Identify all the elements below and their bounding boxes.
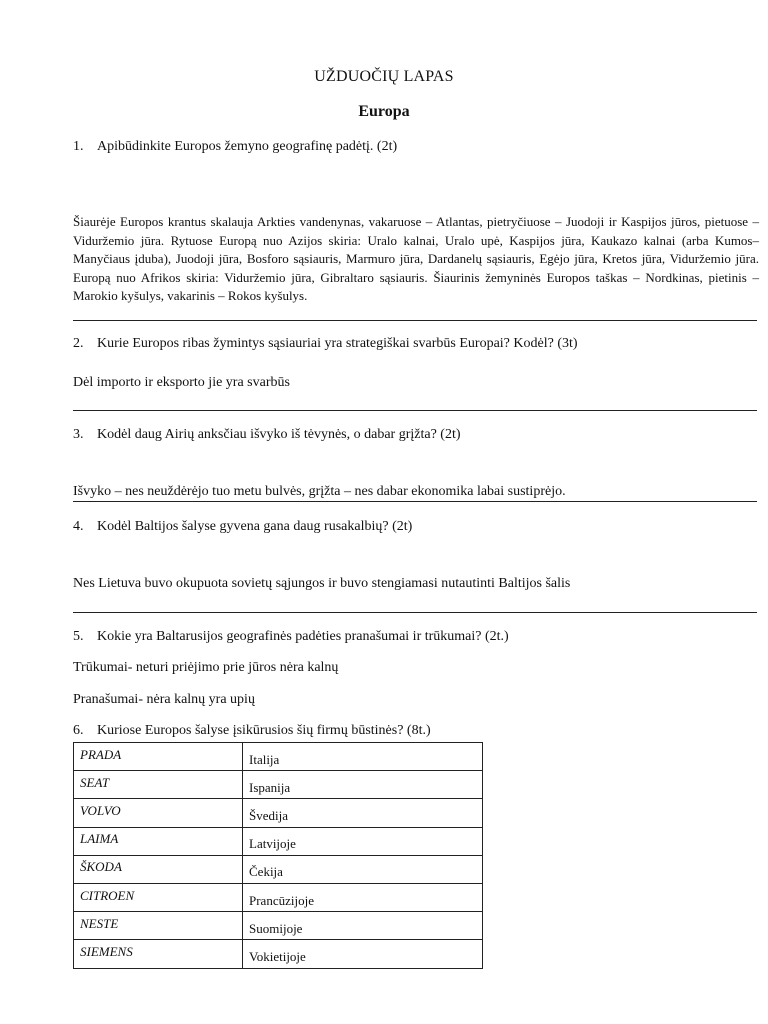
question-3 xyxy=(73,427,461,443)
answer-5-cons: Trūkumai- neturi priėjimo prie jūros nėra kalnų xyxy=(73,660,339,675)
brand-cell: PRADA xyxy=(74,743,243,771)
question-1 xyxy=(73,139,397,155)
brand-cell: CITROEN xyxy=(74,883,243,911)
table-row xyxy=(74,883,483,911)
answer-1: Šiaurėje Europos krantus skalauja Arkties vandenynas, vakaruose – Atlantas, pietryčiuose – Juodoji ir Kaspijos jūros, pietuose – Viduržemio jūra. Rytuose Europą nuo Azijos skiria: Uralo kalnai, Uralo upė, Kaspijos jūra, Kaukazo kalnai (arba Kumos–Manyčiaus įduba), Juodoji jūra, Bosforo sąsiauris, Marmuro jūra, Dardanelų sąsiauris, Egėjo jūra, Kretos jūra, Viduržemio jūra. Europą nuo Afrikos skiria: Viduržemio jūra, Gibraltaro sąsiauris. Šiaurinis žemyninės Europos taškas – Nordkinas, pietinis – Marokio kyšulys, vakarinis – Rokos kyšulys. xyxy=(73,214,759,303)
answer-3: Išvyko – nes neuždėrėjo tuo metu bulvės, grįžta – nes dabar ekonomika labai sustiprėjo. xyxy=(73,484,566,499)
country-cell: Ispanija xyxy=(243,771,483,799)
question-text: Kodėl daug Airių anksčiau išvyko iš tėvynės, o dabar grįžta? (2t) xyxy=(97,427,461,442)
answer-rule xyxy=(73,320,757,321)
question-number: 4. xyxy=(73,519,84,534)
question-number: 3. xyxy=(73,427,84,442)
country-cell: Latvijoje xyxy=(243,827,483,855)
question-2 xyxy=(73,336,578,352)
table-row xyxy=(74,912,483,940)
country-cell: Vokietijoje xyxy=(243,940,483,968)
page-subtitle: Europa xyxy=(358,103,410,120)
table-row xyxy=(74,827,483,855)
answer-5-pros: Pranašumai- nėra kalnų yra upių xyxy=(73,692,255,707)
table-row xyxy=(74,771,483,799)
table-row xyxy=(74,855,483,883)
country-cell: Suomijoje xyxy=(243,912,483,940)
question-5 xyxy=(73,629,509,645)
answer-rule xyxy=(73,410,757,411)
country-cell: Švedija xyxy=(243,799,483,827)
answer-rule xyxy=(73,501,757,502)
question-text: Kokie yra Baltarusijos geografinės padėties pranašumai ir trūkumai? (2t.) xyxy=(97,629,509,644)
answer-2: Dėl importo ir eksporto jie yra svarbūs xyxy=(73,375,290,390)
question-number: 1. xyxy=(73,139,84,154)
question-text: Apibūdinkite Europos žemyno geografinę padėtį. (2t) xyxy=(97,139,398,154)
firms-table xyxy=(73,742,483,969)
table-row xyxy=(74,743,483,771)
brand-cell: LAIMA xyxy=(74,827,243,855)
brand-cell: SIEMENS xyxy=(74,940,243,968)
brand-cell: ŠKODA xyxy=(74,855,243,883)
question-number: 6. xyxy=(73,723,84,738)
question-text: Kodėl Baltijos šalyse gyvena gana daug rusakalbių? (2t) xyxy=(97,519,413,534)
table-row xyxy=(74,799,483,827)
brand-cell: NESTE xyxy=(74,912,243,940)
question-4 xyxy=(73,519,412,535)
page-title: UŽDUOČIŲ LAPAS xyxy=(314,68,454,85)
country-cell: Čekija xyxy=(243,855,483,883)
table-row xyxy=(74,940,483,968)
answer-4: Nes Lietuva buvo okupuota sovietų sąjungos ir buvo stengiamasi nutautinti Baltijos šalis xyxy=(73,576,571,591)
country-cell: Prancūzijoje xyxy=(243,883,483,911)
question-text: Kurie Europos ribas žymintys sąsiauriai yra strategiškai svarbūs Europai? Kodėl? (3t) xyxy=(97,336,578,351)
question-number: 5. xyxy=(73,629,84,644)
question-6 xyxy=(73,723,431,739)
answer-rule xyxy=(73,612,757,613)
brand-cell: VOLVO xyxy=(74,799,243,827)
question-text: Kuriose Europos šalyse įsikūrusios šių firmų būstinės? (8t.) xyxy=(97,723,431,738)
country-cell: Italija xyxy=(243,743,483,771)
question-number: 2. xyxy=(73,336,84,351)
brand-cell: SEAT xyxy=(74,771,243,799)
